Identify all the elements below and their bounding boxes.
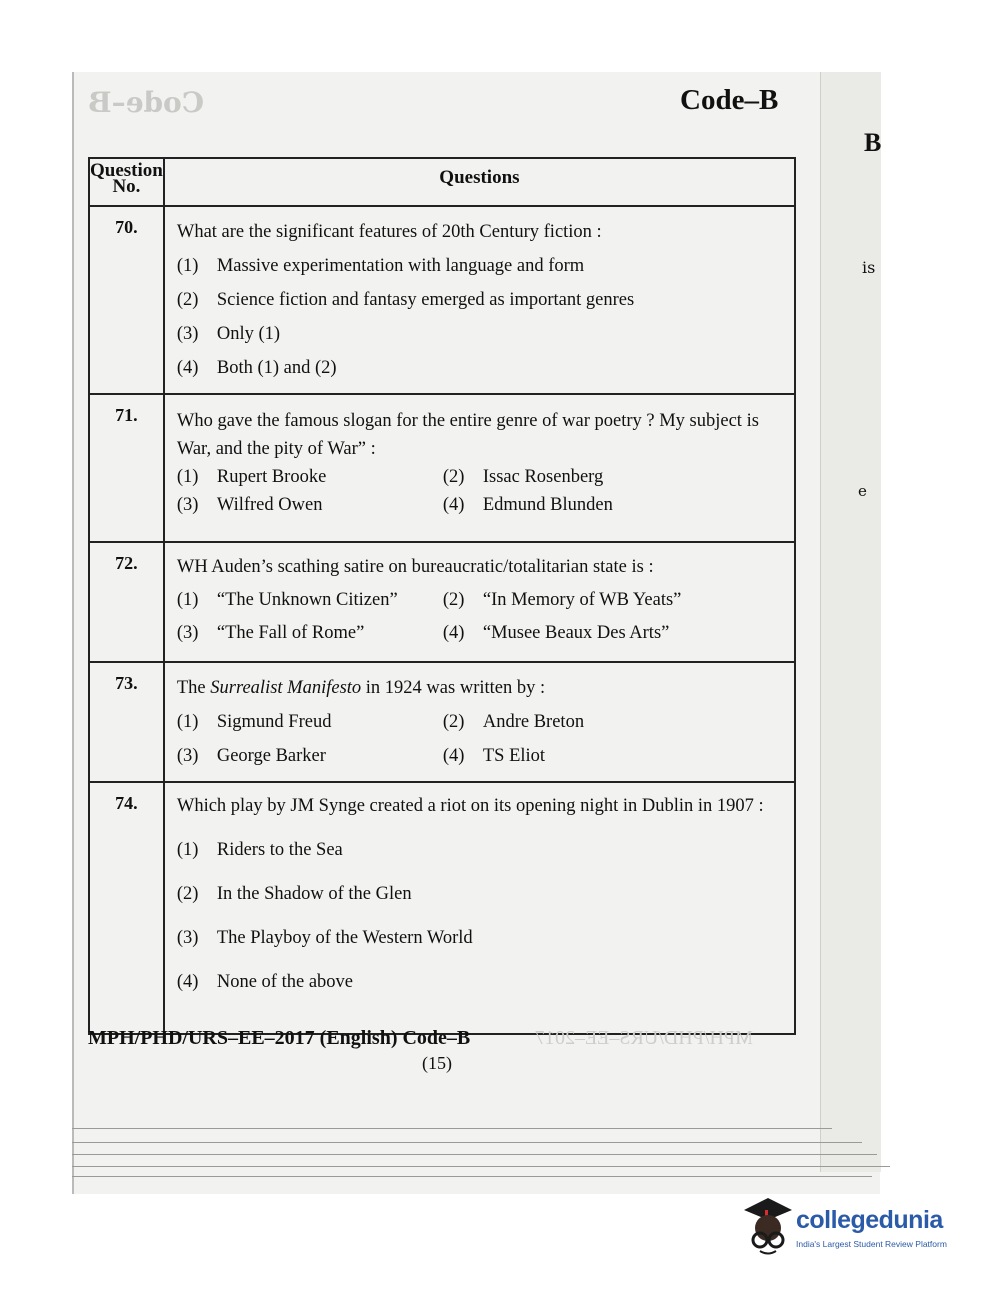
option: (3) George Barker	[176, 746, 326, 766]
question-row	[89, 542, 795, 662]
logo-tagline: India's Largest Student Review Platform	[796, 1239, 947, 1249]
option-pair	[177, 705, 790, 739]
logo-wordmark: collegedunia	[796, 1206, 943, 1234]
question-body	[164, 394, 795, 542]
side-page-letter: B	[864, 128, 882, 157]
option: (1) Sigmund Freud	[176, 712, 332, 732]
header-question-label: Question	[90, 160, 163, 181]
option: (2) In the Shadow of the Glen	[176, 884, 412, 904]
page-number: (15)	[422, 1053, 452, 1073]
column-header-questions: Questions	[164, 158, 795, 206]
student-mascot-icon	[738, 1196, 794, 1256]
page-stack-edges	[72, 1120, 892, 1200]
header-no-label: No.	[112, 176, 141, 197]
question-body	[164, 542, 795, 662]
question-number: 72.	[89, 542, 164, 662]
option: (3) The Playboy of the Western World	[176, 928, 473, 948]
side-page-word: is	[862, 258, 876, 277]
question-row	[89, 782, 795, 1034]
exam-footer: MPH/PHD/URS–EE–2017 (English) Code–B	[88, 1027, 471, 1049]
option: (4) None of the above	[176, 972, 353, 992]
column-header-question-no	[89, 158, 164, 206]
question-body	[164, 206, 795, 394]
question-number: 71.	[89, 394, 164, 542]
option: (2) Andre Breton	[442, 712, 585, 732]
bleed-through-code: Code–B	[88, 86, 205, 119]
option: (1) “The Unknown Citizen”	[176, 590, 398, 610]
question-row	[89, 394, 795, 542]
option: (3) Only (1)	[176, 324, 281, 344]
underlying-page-edge	[820, 72, 881, 1172]
option: (1) Massive experimentation with language and form	[176, 256, 585, 276]
question-text: Who gave the famous slogan for the entire genre of war poetry ? My subject is War, and the pity of War” :	[176, 411, 759, 459]
question-number: 73.	[89, 662, 164, 782]
option: (2) Issac Rosenberg	[442, 467, 604, 487]
bleed-through-footer: MPH/PHD/URS–EE–2017	[535, 1027, 753, 1049]
option: (1) Riders to the Sea	[176, 840, 343, 860]
side-page-letter-e: e	[858, 482, 867, 500]
option: (3) “The Fall of Rome”	[176, 623, 365, 643]
question-text: Which play by JM Synge created a riot on its opening night in Dublin in 1907 :	[176, 796, 764, 816]
question-number: 74.	[89, 782, 164, 1034]
option: (4) Edmund Blunden	[442, 495, 613, 515]
option: (1) Rupert Brooke	[176, 467, 327, 487]
option: (4) Both (1) and (2)	[176, 358, 337, 378]
question-number: 70.	[89, 206, 164, 394]
title-italic: Surrealist Manifesto	[210, 678, 362, 698]
question-row	[89, 662, 795, 782]
option: (4) “Musee Beaux Des Arts”	[442, 623, 670, 643]
option-pair	[177, 739, 790, 773]
option: (2) Science fiction and fantasy emerged as important genres	[176, 290, 635, 310]
table-header-row	[89, 158, 795, 206]
questions-table	[88, 157, 796, 1035]
question-body	[164, 782, 795, 1034]
collegedunia-logo[interactable]	[738, 1196, 968, 1260]
paper-code: Code–B	[680, 84, 779, 116]
question-text: WH Auden’s scathing satire on bureaucratic/totalitarian state is :	[176, 557, 654, 577]
option: (4) TS Eliot	[442, 746, 546, 766]
option-pair	[177, 491, 790, 519]
question-text: What are the significant features of 20th Century fiction :	[176, 222, 602, 242]
option: (2) “In Memory of WB Yeats”	[442, 590, 682, 610]
option-pair	[177, 463, 790, 491]
option-pair	[177, 584, 790, 617]
question-body	[164, 662, 795, 782]
option-pair	[177, 617, 790, 650]
question-row	[89, 206, 795, 394]
option: (3) Wilfred Owen	[176, 495, 323, 515]
question-text: The Surrealist Manifesto in 1924 was written by :	[176, 678, 546, 698]
